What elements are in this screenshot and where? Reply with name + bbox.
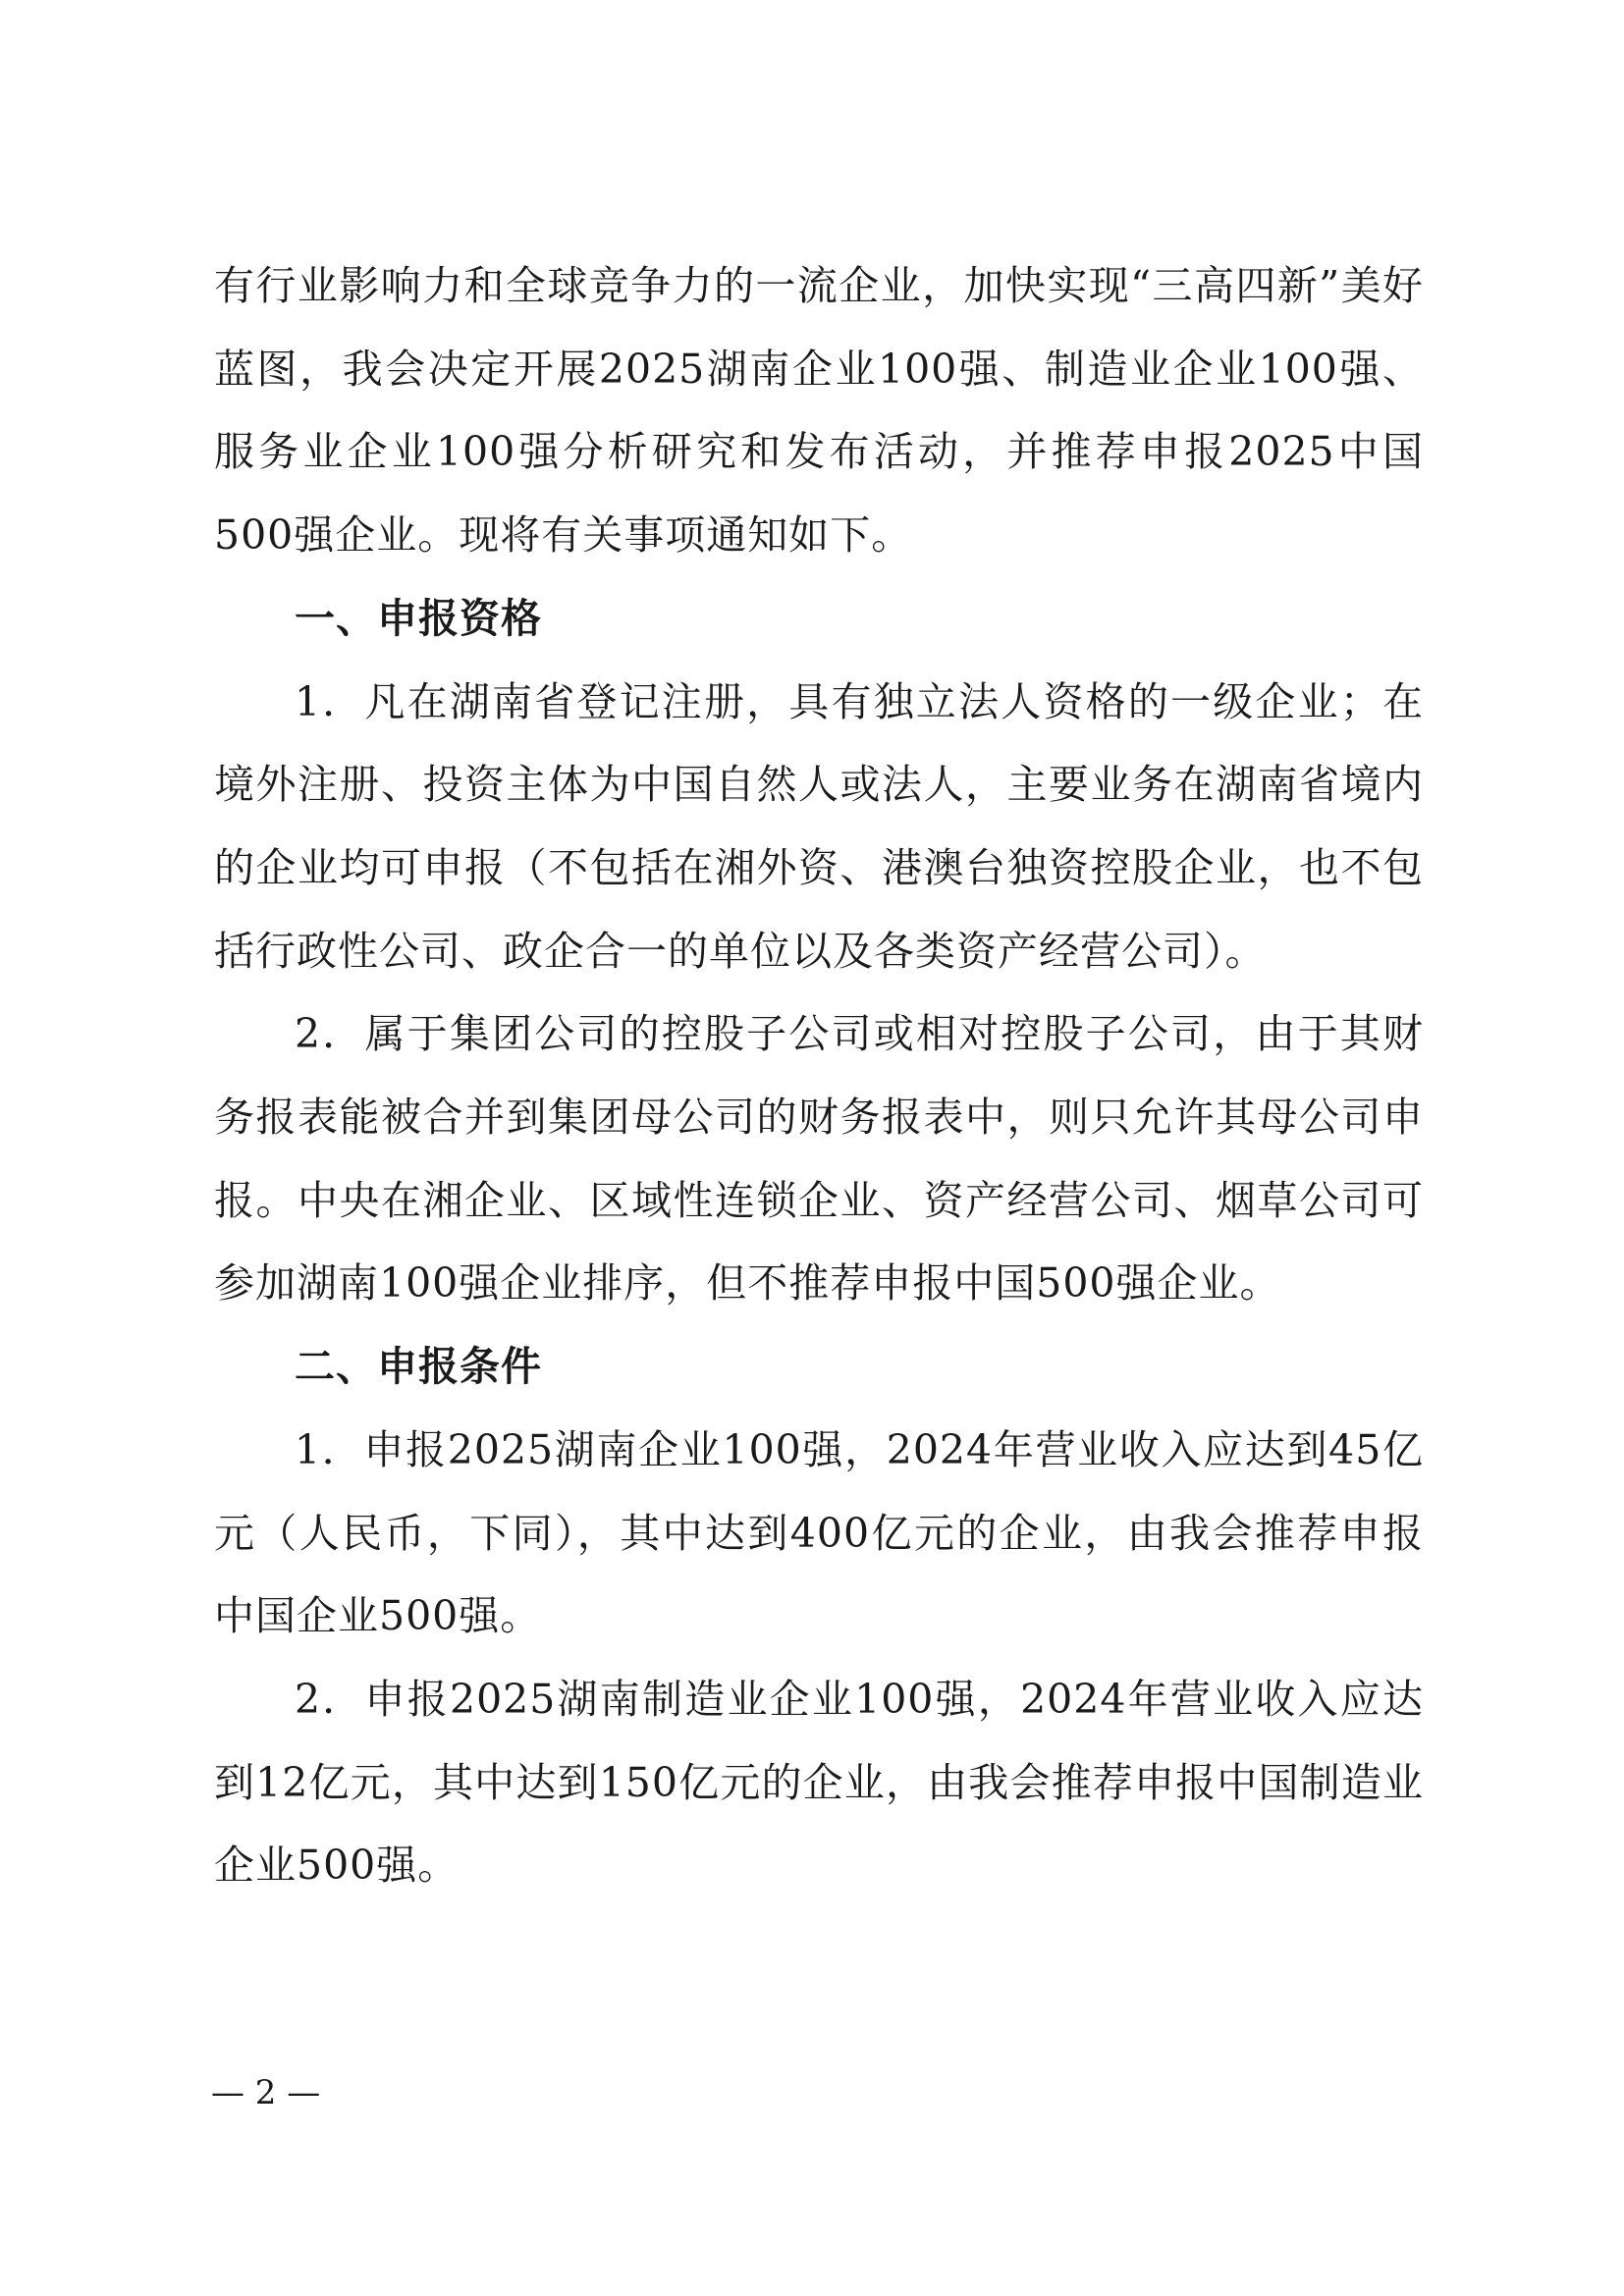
section-heading-eligibility: 一、申报资格: [295, 594, 542, 642]
page-number: — 2 —: [211, 2073, 321, 2112]
intro-paragraph: 有行业影响力和全球竞争力的一流企业，加快实现“三高四新”美好蓝图，我会决定开展2025湖南企业100强、制造业企业100强、服务业企业100强分析研究和发布活动，并推荐申报2025中国500强企业。现将有关事项通知如下。: [214, 262, 1424, 560]
body-text: [214, 244, 1424, 1907]
section-heading-conditions: 二、申报条件: [295, 1343, 542, 1391]
condition-item-2: 2．申报2025湖南制造业企业100强，2024年营业收入应达到12亿元，其中达到150亿元的企业，由我会推荐申报中国制造业企业500强。: [214, 1675, 1424, 1890]
eligibility-item-1: 1．凡在湖南省登记注册，具有独立法人资格的一级企业；在境外注册、投资主体为中国自然人或法人，主要业务在湖南省境内的企业均可申报（不包括在湘外资、港澳台独资控股企业，也不包括行政性公司、政企合一的单位以及各类资产经营公司）。: [214, 677, 1424, 975]
eligibility-item-2: 2．属于集团公司的控股子公司或相对控股子公司，由于其财务报表能被合并到集团母公司的财务报表中，则只允许其母公司申报。中央在湘企业、区域性连锁企业、资产经营公司、烟草公司可参加湖南100强企业排序，但不推荐申报中国500强企业。: [214, 1010, 1424, 1308]
condition-item-1: 1．申报2025湖南企业100强，2024年营业收入应达到45亿元（人民币，下同），其中达到400亿元的企业，由我会推荐申报中国企业500强。: [214, 1425, 1424, 1640]
